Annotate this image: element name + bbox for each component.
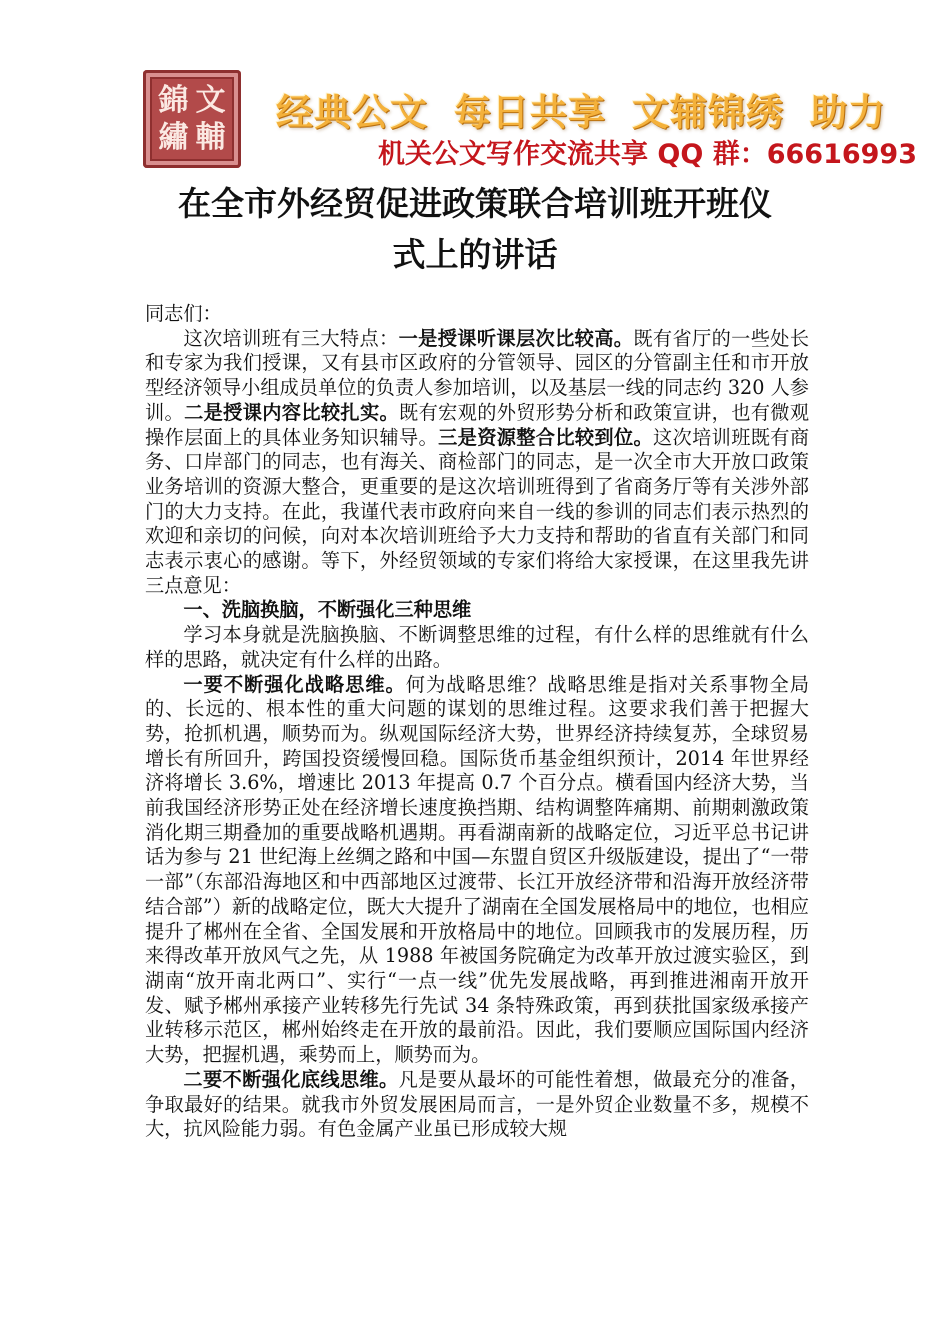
bold-point: 二要不断强化底线思维。 (183, 1067, 399, 1091)
paragraph (145, 673, 809, 1068)
paragraph-text: 既有省厅的一些处长和专家为我们授课，又有县市区政府的分管领导、园区的分管副主任和市开放型经济领导小组成员单位的负责人参加培训，以及基层一线的同志约 320 人参训。 (145, 326, 810, 424)
salutation: 同志们： (145, 302, 222, 325)
document-body (145, 302, 809, 1142)
document-title (145, 178, 805, 280)
seal-char: 錦 (158, 82, 189, 118)
paragraph-text: 这次培训班既有商务、口岸部门的同志，也有海关、商检部门的同志，是一次全市大开放口政策业务培训的资源大整合，更重要的是这次培训班得到了省商务厅等有关涉外部门的大力支持。在此，我谨代表市政府向来自一线的参训的同志们表示热烈的欢迎和亲切的问候，向对本次培训班给予大力支持和帮助的省直有关部门和同志表示衷心的感谢。等下，外经贸领域的专家们将给大家授课，在这里我先讲三点意见： (145, 425, 810, 597)
banner-group-line: 机关公文写作交流共享 QQ 群：66616993 (378, 139, 917, 170)
seal-logo (143, 70, 241, 168)
paragraph (145, 327, 809, 599)
paragraph-text: 既有宏观的外贸形势分析和政策宣讲，也有微观操作层面上的具体业务知识辅导。 (145, 400, 810, 449)
bold-point: 一是授课听课层次比较高。 (398, 326, 634, 350)
slogan-part: 每日共享 (454, 91, 606, 134)
bold-point: 二是授课内容比较扎实。 (184, 400, 400, 424)
section-heading: 一、洗脑换脑，不断强化三种思维 (183, 598, 472, 622)
bold-point: 三是资源整合比较到位。 (438, 425, 654, 449)
paragraph-text: 何为战略思维？战略思维是指对关系事物全局的、长远的、根本性的重大问题的谋划的思维过程。这要求我们善于把握大势，抢抓机遇，顺势而为。纵观国际经济大势，世界经济持续复苏，全球贸易增长有所回升，跨国投资缓慢回稳。国际货币基金组织预计，2014 年世界经济将增长 3.6%，增速比 2013 年提高 0.7 个百分点。横看国内经济大势，当前我国经济形势正处在经济增长速度换挡期、结构调整阵痛期、前期刺激政策消化期三期叠加的重要战略机遇期。再看湖南新的战略定位，习近平总书记讲话为参与 21 世纪海上丝绸之路和中国—东盟自贸区升级版建设，提出了“一带一部”（东部沿海地区和中西部地区过渡带、长江开放经济带和沿海开放经济带结合部”）新的战略定位，既大大提升了湖南在全国发展格局中的地位，也相应提升了郴州在全省、全国发展和开放格局中的地位。回顾我市的发展历程，历来得改革开放风气之先，从 1988 年被国务院确定为改革开放过渡实验区，到湖南“放开南北两口”、实行“一点一线”优先发展战略，再到推进湘南开放开发、赋予郴州承接产业转移先行先试 34 条特殊政策，再到获批国家级承接产业转移示范区，郴州始终走在开放的最前沿。因此，我们要顺应国际国内经济大势，把握机遇，乘势而上，顺势而为。 (145, 672, 810, 1067)
seal-char: 文 (195, 82, 226, 118)
bold-point: 一要不断强化战略思维。 (183, 672, 406, 696)
slogan-part: 文辅锦绣 (632, 91, 784, 134)
slogan-part: 经典公文 (276, 91, 428, 134)
paragraph-text: 凡是要从最坏的可能性着想，做最充分的准备，争取最好的结果。就我市外贸发展困局而言，一是外贸企业数量不多，规模不大，抗风险能力弱。有色金属产业虽已形成较大规 (145, 1067, 810, 1141)
seal-char: 輔 (195, 119, 226, 155)
paragraph: 学习本身就是洗脑换脑、不断调整思维的过程，有什么样的思维就有什么样的思路，就决定有什么样的出路。 (145, 623, 809, 671)
paragraph (145, 1068, 809, 1142)
seal-char: 繡 (158, 119, 189, 155)
title-line-2: 式上的讲话 (392, 235, 558, 274)
header-banner (0, 0, 950, 175)
paragraph-text: 这次培训班有三大特点： (183, 326, 399, 350)
title-line-1: 在全市外经贸促进政策联合培训班开班仪 (178, 184, 772, 223)
banner-slogan (276, 82, 886, 136)
slogan-part: 助力 (810, 91, 886, 134)
